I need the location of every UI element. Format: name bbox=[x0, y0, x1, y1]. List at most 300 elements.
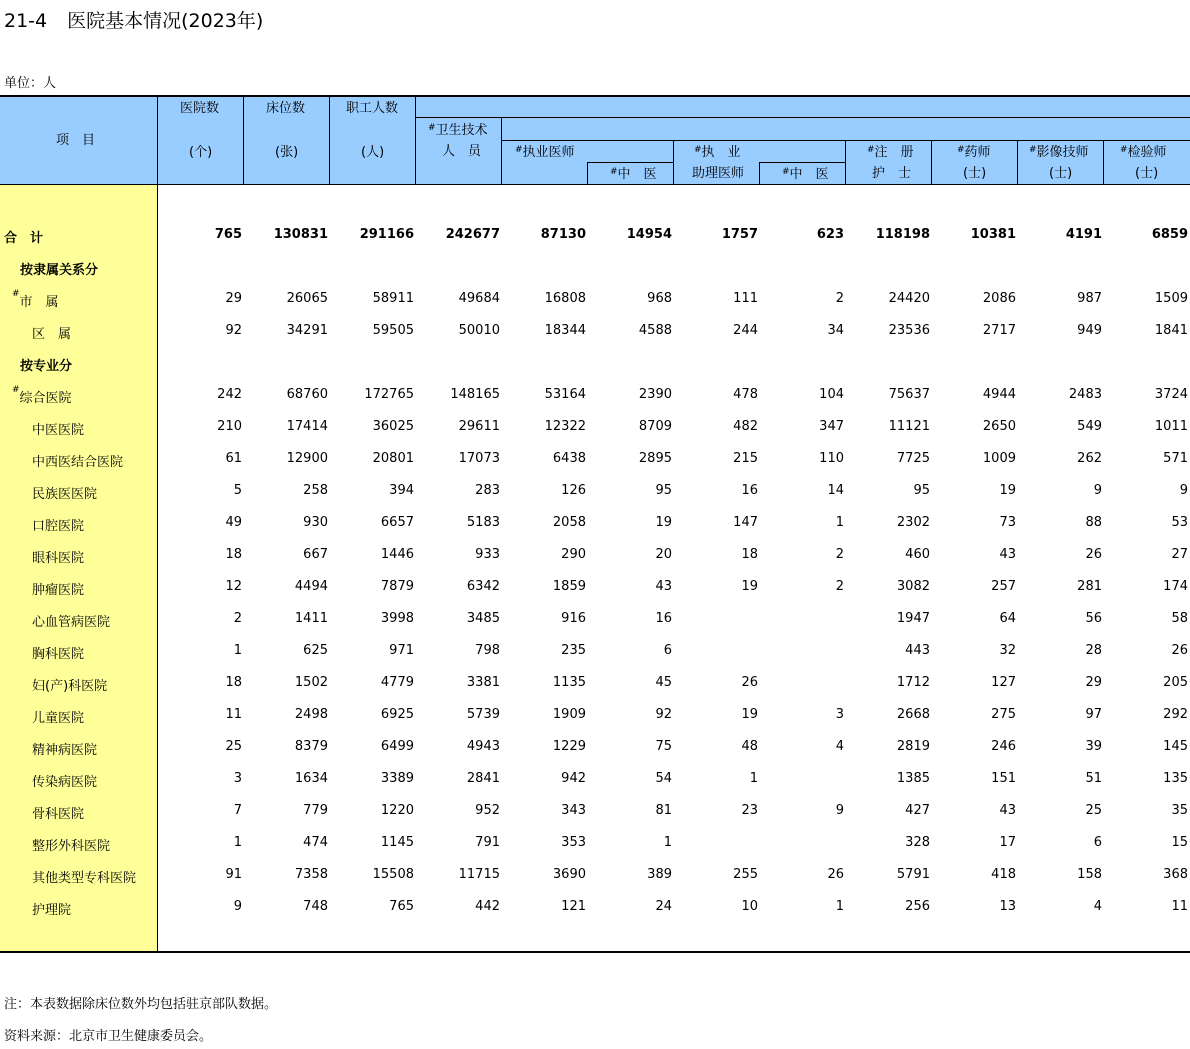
cell-value: 2 bbox=[233, 611, 242, 626]
cell-value: 147 bbox=[733, 515, 758, 530]
header-vline bbox=[1017, 140, 1018, 185]
row-label: #综合医院 bbox=[12, 385, 72, 406]
table-row bbox=[0, 449, 1190, 469]
cell-value: 1 bbox=[835, 515, 844, 530]
cell-value: 28 bbox=[1085, 643, 1102, 658]
col-tcm-assistant: #中 医 bbox=[782, 167, 829, 182]
cell-value: 368 bbox=[1163, 867, 1188, 882]
cell-value: 92 bbox=[225, 323, 242, 338]
cell-value: 5183 bbox=[466, 515, 500, 530]
cell-value: 88 bbox=[1085, 515, 1102, 530]
table-row bbox=[0, 257, 1190, 277]
cell-value: 111 bbox=[733, 291, 758, 306]
cell-value: 53164 bbox=[544, 387, 586, 402]
cell-value: 34291 bbox=[286, 323, 328, 338]
cell-value: 1009 bbox=[982, 451, 1016, 466]
cell-value: 29 bbox=[225, 291, 242, 306]
cell-value: 244 bbox=[733, 323, 758, 338]
cell-value: 2841 bbox=[466, 771, 500, 786]
cell-value: 215 bbox=[733, 451, 758, 466]
cell-value: 952 bbox=[475, 803, 500, 818]
cell-value: 11 bbox=[225, 707, 242, 722]
cell-value: 2819 bbox=[896, 739, 930, 754]
cell-value: 283 bbox=[475, 483, 500, 498]
cell-value: 110 bbox=[819, 451, 844, 466]
cell-value: 6657 bbox=[380, 515, 414, 530]
cell-value: 933 bbox=[475, 547, 500, 562]
cell-value: 95 bbox=[913, 483, 930, 498]
cell-value: 26 bbox=[741, 675, 758, 690]
cell-value: 3485 bbox=[466, 611, 500, 626]
cell-value: 172765 bbox=[364, 387, 414, 402]
cell-value: 26065 bbox=[286, 291, 328, 306]
cell-value: 174 bbox=[1163, 579, 1188, 594]
cell-value: 765 bbox=[389, 899, 414, 914]
cell-value: 75 bbox=[655, 739, 672, 754]
cell-value: 290 bbox=[561, 547, 586, 562]
col-lab-unit: (士) bbox=[1135, 166, 1159, 181]
cell-value: 328 bbox=[905, 835, 930, 850]
cell-value: 11 bbox=[1171, 899, 1188, 914]
cell-value: 1841 bbox=[1154, 323, 1188, 338]
cell-value: 1 bbox=[233, 643, 242, 658]
table-row bbox=[0, 673, 1190, 693]
cell-value: 25 bbox=[1085, 803, 1102, 818]
cell-value: 427 bbox=[905, 803, 930, 818]
cell-value: 29611 bbox=[458, 419, 500, 434]
cell-value: 19 bbox=[999, 483, 1016, 498]
table-row bbox=[0, 321, 1190, 341]
cell-value: 210 bbox=[217, 419, 242, 434]
cell-value: 460 bbox=[905, 547, 930, 562]
cell-value: 765 bbox=[214, 227, 242, 242]
cell-value: 7358 bbox=[294, 867, 328, 882]
row-label: 肿瘤医院 bbox=[32, 583, 85, 598]
table-row bbox=[0, 289, 1190, 309]
row-label: 口腔医院 bbox=[32, 519, 85, 534]
cell-value: 45 bbox=[655, 675, 672, 690]
cell-value: 19 bbox=[741, 579, 758, 594]
cell-value: 59505 bbox=[372, 323, 414, 338]
page-title bbox=[4, 6, 263, 33]
cell-value: 11121 bbox=[888, 419, 930, 434]
cell-value: 235 bbox=[561, 643, 586, 658]
cell-value: 1385 bbox=[896, 771, 930, 786]
cell-value: 1947 bbox=[896, 611, 930, 626]
cell-value: 50010 bbox=[458, 323, 500, 338]
cell-value: 1502 bbox=[294, 675, 328, 690]
cell-value: 3724 bbox=[1154, 387, 1188, 402]
col-tcm-physicians: #中 医 bbox=[610, 167, 657, 182]
header-rule-4 bbox=[759, 162, 845, 163]
cell-value: 18 bbox=[741, 547, 758, 562]
cell-value: 281 bbox=[1077, 579, 1102, 594]
header-vline bbox=[845, 140, 846, 185]
cell-value: 39 bbox=[1085, 739, 1102, 754]
cell-value: 17073 bbox=[458, 451, 500, 466]
cell-value: 9 bbox=[1093, 483, 1102, 498]
table-row bbox=[0, 641, 1190, 661]
cell-value: 121 bbox=[561, 899, 586, 914]
cell-value: 18 bbox=[225, 547, 242, 562]
cell-value: 1 bbox=[663, 835, 672, 850]
cell-value: 7 bbox=[233, 803, 242, 818]
cell-value: 19 bbox=[741, 707, 758, 722]
col-health-tech: #卫生技术 bbox=[428, 123, 488, 138]
cell-value: 25 bbox=[225, 739, 242, 754]
cell-value: 275 bbox=[991, 707, 1016, 722]
cell-value: 81 bbox=[655, 803, 672, 818]
header-bottom-rule bbox=[0, 184, 1190, 185]
row-label: 妇(产)科医院 bbox=[32, 679, 108, 694]
col-nurse: #注 册 bbox=[867, 145, 914, 160]
cell-value: 971 bbox=[389, 643, 414, 658]
cell-value: 7879 bbox=[380, 579, 414, 594]
cell-value: 49 bbox=[225, 515, 242, 530]
cell-value: 16 bbox=[655, 611, 672, 626]
cell-value: 75637 bbox=[888, 387, 930, 402]
row-label: 中医医院 bbox=[32, 423, 85, 438]
header-vline bbox=[501, 117, 502, 185]
cell-value: 625 bbox=[303, 643, 328, 658]
cell-value: 15508 bbox=[372, 867, 414, 882]
cell-value: 145 bbox=[1163, 739, 1188, 754]
cell-value: 2 bbox=[835, 547, 844, 562]
row-label: 按隶属关系分 bbox=[20, 263, 99, 278]
cell-value: 242 bbox=[217, 387, 242, 402]
cell-value: 292 bbox=[1163, 707, 1188, 722]
cell-value: 29 bbox=[1085, 675, 1102, 690]
cell-value: 1411 bbox=[294, 611, 328, 626]
cell-value: 1712 bbox=[896, 675, 930, 690]
table-number: 21-4 bbox=[4, 10, 48, 32]
header-vline bbox=[415, 97, 416, 185]
table-row bbox=[0, 385, 1190, 405]
cell-value: 4779 bbox=[380, 675, 414, 690]
cell-value: 9 bbox=[1179, 483, 1188, 498]
cell-value: 394 bbox=[389, 483, 414, 498]
cell-value: 474 bbox=[303, 835, 328, 850]
cell-value: 9 bbox=[233, 899, 242, 914]
cell-value: 4944 bbox=[982, 387, 1016, 402]
cell-value: 4588 bbox=[638, 323, 672, 338]
cell-value: 19 bbox=[655, 515, 672, 530]
col-staff: 职工人数 bbox=[346, 101, 399, 116]
cell-value: 1145 bbox=[380, 835, 414, 850]
cell-value: 64 bbox=[999, 611, 1016, 626]
cell-value: 14954 bbox=[626, 227, 672, 242]
table-row bbox=[0, 225, 1190, 245]
cell-value: 242677 bbox=[445, 227, 500, 242]
cell-value: 3389 bbox=[380, 771, 414, 786]
cell-value: 43 bbox=[999, 547, 1016, 562]
cell-value: 968 bbox=[647, 291, 672, 306]
row-label: 传染病医院 bbox=[32, 775, 98, 790]
cell-value: 17414 bbox=[286, 419, 328, 434]
data-source: 资料来源：北京市卫生健康委员会。 bbox=[4, 1029, 213, 1044]
cell-value: 158 bbox=[1077, 867, 1102, 882]
cell-value: 1446 bbox=[380, 547, 414, 562]
cell-value: 5 bbox=[233, 483, 242, 498]
row-label: 其他类型专科医院 bbox=[32, 871, 137, 886]
cell-value: 12322 bbox=[544, 419, 586, 434]
cell-value: 34 bbox=[827, 323, 844, 338]
cell-value: 256 bbox=[905, 899, 930, 914]
header-vline bbox=[673, 140, 674, 185]
cell-value: 35 bbox=[1171, 803, 1188, 818]
cell-value: 4494 bbox=[294, 579, 328, 594]
table-row bbox=[0, 577, 1190, 597]
cell-value: 257 bbox=[991, 579, 1016, 594]
cell-value: 58911 bbox=[372, 291, 414, 306]
cell-value: 262 bbox=[1077, 451, 1102, 466]
cell-value: 6 bbox=[1093, 835, 1102, 850]
cell-value: 3690 bbox=[552, 867, 586, 882]
cell-value: 1 bbox=[835, 899, 844, 914]
cell-value: 5739 bbox=[466, 707, 500, 722]
cell-value: 442 bbox=[475, 899, 500, 914]
cell-value: 478 bbox=[733, 387, 758, 402]
table-row bbox=[0, 865, 1190, 885]
cell-value: 118198 bbox=[875, 227, 930, 242]
cell-value: 347 bbox=[819, 419, 844, 434]
col-physicians: #执业医师 bbox=[515, 145, 575, 160]
table-row bbox=[0, 417, 1190, 437]
row-label: 合 计 bbox=[4, 231, 44, 246]
cell-value: 987 bbox=[1077, 291, 1102, 306]
cell-value: 91 bbox=[225, 867, 242, 882]
unit-label: 单位：人 bbox=[4, 76, 57, 91]
cell-value: 2390 bbox=[638, 387, 672, 402]
cell-value: 7725 bbox=[896, 451, 930, 466]
cell-value: 6859 bbox=[1151, 227, 1188, 242]
col-hospitals-unit: (个) bbox=[189, 145, 213, 160]
cell-value: 482 bbox=[733, 419, 758, 434]
cell-value: 3082 bbox=[896, 579, 930, 594]
cell-value: 6 bbox=[663, 643, 672, 658]
cell-value: 949 bbox=[1077, 323, 1102, 338]
cell-value: 49684 bbox=[458, 291, 500, 306]
col-assistant: #执 业 bbox=[694, 145, 741, 160]
header-vline bbox=[931, 140, 932, 185]
cell-value: 255 bbox=[733, 867, 758, 882]
cell-value: 2086 bbox=[982, 291, 1016, 306]
cell-value: 51 bbox=[1085, 771, 1102, 786]
cell-value: 2 bbox=[835, 291, 844, 306]
col-health-tech-l2: 人 员 bbox=[442, 144, 482, 159]
cell-value: 930 bbox=[303, 515, 328, 530]
cell-value: 135 bbox=[1163, 771, 1188, 786]
header-vline bbox=[587, 162, 588, 185]
cell-value: 779 bbox=[303, 803, 328, 818]
cell-value: 10 bbox=[741, 899, 758, 914]
cell-value: 36025 bbox=[372, 419, 414, 434]
cell-value: 798 bbox=[475, 643, 500, 658]
cell-value: 4943 bbox=[466, 739, 500, 754]
cell-value: 54 bbox=[655, 771, 672, 786]
cell-value: 418 bbox=[991, 867, 1016, 882]
cell-value: 6438 bbox=[552, 451, 586, 466]
cell-value: 1229 bbox=[552, 739, 586, 754]
cell-value: 1909 bbox=[552, 707, 586, 722]
cell-value: 2058 bbox=[552, 515, 586, 530]
cell-value: 26 bbox=[1171, 643, 1188, 658]
row-label: 骨科医院 bbox=[32, 807, 85, 822]
row-label: 整形外科医院 bbox=[32, 839, 111, 854]
cell-value: 18344 bbox=[544, 323, 586, 338]
top-rule bbox=[0, 95, 1190, 97]
cell-value: 8709 bbox=[638, 419, 672, 434]
cell-value: 24420 bbox=[888, 291, 930, 306]
cell-value: 1220 bbox=[380, 803, 414, 818]
col-lab: #检验师 bbox=[1120, 145, 1167, 160]
cell-value: 148165 bbox=[450, 387, 500, 402]
row-label: 按专业分 bbox=[20, 359, 73, 374]
table-row bbox=[0, 769, 1190, 789]
cell-value: 353 bbox=[561, 835, 586, 850]
col-imaging: #影像技师 bbox=[1029, 145, 1089, 160]
cell-value: 1859 bbox=[552, 579, 586, 594]
cell-value: 61 bbox=[225, 451, 242, 466]
cell-value: 68760 bbox=[286, 387, 328, 402]
col-pharmacist: #药师 bbox=[957, 145, 991, 160]
row-label: 护理院 bbox=[32, 903, 72, 918]
cell-value: 1 bbox=[233, 835, 242, 850]
cell-value: 246 bbox=[991, 739, 1016, 754]
cell-value: 104 bbox=[819, 387, 844, 402]
cell-value: 53 bbox=[1171, 515, 1188, 530]
cell-value: 2302 bbox=[896, 515, 930, 530]
cell-value: 130831 bbox=[273, 227, 328, 242]
cell-value: 1135 bbox=[552, 675, 586, 690]
col-nurse-l2: 护 士 bbox=[872, 166, 912, 181]
row-label: 胸科医院 bbox=[32, 647, 85, 662]
header-background bbox=[0, 97, 1190, 185]
cell-value: 15 bbox=[1171, 835, 1188, 850]
cell-value: 92 bbox=[655, 707, 672, 722]
table-row bbox=[0, 481, 1190, 501]
cell-value: 11715 bbox=[458, 867, 500, 882]
cell-value: 9 bbox=[835, 803, 844, 818]
cell-value: 26 bbox=[827, 867, 844, 882]
row-label: #市 属 bbox=[12, 289, 59, 310]
cell-value: 2650 bbox=[982, 419, 1016, 434]
cell-value: 4191 bbox=[1065, 227, 1102, 242]
cell-value: 1634 bbox=[294, 771, 328, 786]
cell-value: 6925 bbox=[380, 707, 414, 722]
table-row bbox=[0, 833, 1190, 853]
cell-value: 791 bbox=[475, 835, 500, 850]
cell-value: 23 bbox=[741, 803, 758, 818]
cell-value: 58 bbox=[1171, 611, 1188, 626]
cell-value: 20801 bbox=[372, 451, 414, 466]
header-vline bbox=[243, 97, 244, 185]
cell-value: 26 bbox=[1085, 547, 1102, 562]
row-label: 中西医结合医院 bbox=[32, 455, 124, 470]
cell-value: 258 bbox=[303, 483, 328, 498]
col-hospitals: 医院数 bbox=[180, 101, 220, 116]
cell-value: 13 bbox=[999, 899, 1016, 914]
header-vline bbox=[329, 97, 330, 185]
cell-value: 17 bbox=[999, 835, 1016, 850]
col-imaging-unit: (士) bbox=[1049, 166, 1073, 181]
col-beds: 床位数 bbox=[266, 101, 306, 116]
row-label: 儿童医院 bbox=[32, 711, 85, 726]
cell-value: 2498 bbox=[294, 707, 328, 722]
table-row bbox=[0, 353, 1190, 373]
table-row bbox=[0, 609, 1190, 629]
table-row bbox=[0, 705, 1190, 725]
cell-value: 5791 bbox=[896, 867, 930, 882]
cell-value: 14 bbox=[827, 483, 844, 498]
cell-value: 24 bbox=[655, 899, 672, 914]
row-label: 心血管病医院 bbox=[32, 615, 111, 630]
cell-value: 32 bbox=[999, 643, 1016, 658]
cell-value: 1 bbox=[749, 771, 758, 786]
cell-value: 151 bbox=[991, 771, 1016, 786]
cell-value: 389 bbox=[647, 867, 672, 882]
table-row bbox=[0, 801, 1190, 821]
cell-value: 3 bbox=[835, 707, 844, 722]
table-row bbox=[0, 737, 1190, 757]
table-row bbox=[0, 545, 1190, 565]
cell-value: 549 bbox=[1077, 419, 1102, 434]
cell-value: 43 bbox=[655, 579, 672, 594]
cell-value: 48 bbox=[741, 739, 758, 754]
cell-value: 2895 bbox=[638, 451, 672, 466]
cell-value: 97 bbox=[1085, 707, 1102, 722]
cell-value: 623 bbox=[816, 227, 844, 242]
bottom-rule bbox=[0, 951, 1190, 953]
cell-value: 6342 bbox=[466, 579, 500, 594]
col-item: 项 目 bbox=[56, 133, 96, 148]
table-row bbox=[0, 897, 1190, 917]
cell-value: 205 bbox=[1163, 675, 1188, 690]
header-rule-1 bbox=[415, 117, 1190, 118]
col-assistant-l2: 助理医师 bbox=[692, 166, 745, 181]
cell-value: 443 bbox=[905, 643, 930, 658]
cell-value: 12 bbox=[225, 579, 242, 594]
cell-value: 667 bbox=[303, 547, 328, 562]
header-vline bbox=[1103, 140, 1104, 185]
cell-value: 942 bbox=[561, 771, 586, 786]
cell-value: 748 bbox=[303, 899, 328, 914]
cell-value: 1011 bbox=[1154, 419, 1188, 434]
col-staff-unit: (人) bbox=[361, 145, 385, 160]
cell-value: 3 bbox=[233, 771, 242, 786]
cell-value: 2 bbox=[835, 579, 844, 594]
table-row bbox=[0, 513, 1190, 533]
cell-value: 73 bbox=[999, 515, 1016, 530]
cell-value: 27 bbox=[1171, 547, 1188, 562]
cell-value: 1509 bbox=[1154, 291, 1188, 306]
cell-value: 2668 bbox=[896, 707, 930, 722]
cell-value: 16808 bbox=[544, 291, 586, 306]
header-vline bbox=[759, 162, 760, 185]
cell-value: 3381 bbox=[466, 675, 500, 690]
cell-value: 4 bbox=[1093, 899, 1102, 914]
table-title: 医院基本情况(2023年) bbox=[67, 10, 264, 32]
cell-value: 1757 bbox=[721, 227, 758, 242]
cell-value: 916 bbox=[561, 611, 586, 626]
cell-value: 343 bbox=[561, 803, 586, 818]
cell-value: 20 bbox=[655, 547, 672, 562]
cell-value: 16 bbox=[741, 483, 758, 498]
cell-value: 3998 bbox=[380, 611, 414, 626]
row-label: 区 属 bbox=[32, 327, 72, 342]
cell-value: 6499 bbox=[380, 739, 414, 754]
cell-value: 571 bbox=[1163, 451, 1188, 466]
